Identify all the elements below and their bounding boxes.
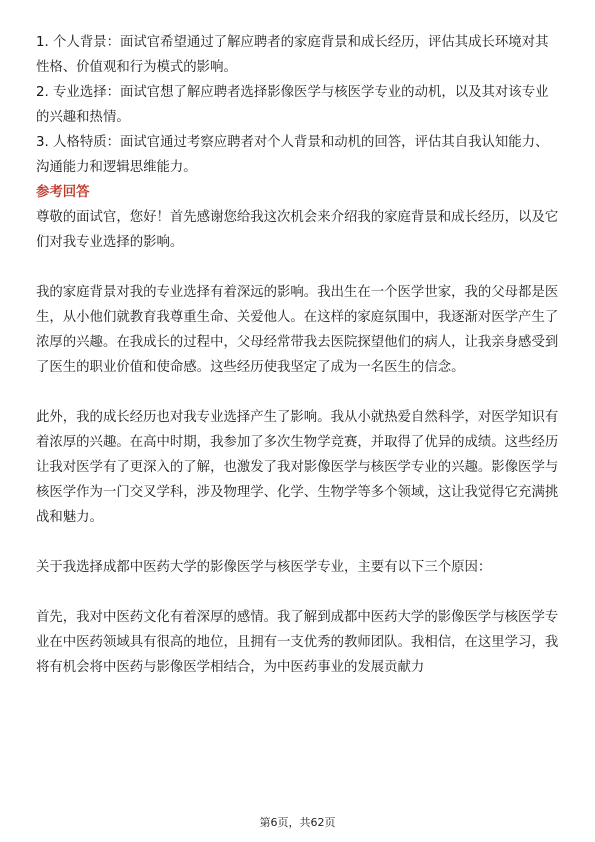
paragraph-first-reason: 首先，我对中医药文化有着深厚的感情。我了解到成都中医药大学的影像医学与核医学专业在中医药领域具有很高的地位，且拥有一支优秀的教师团队。我相信，在这里学习，我将有机会将中医药与影像医学相结合，为中医药事业的发展贡献力 — [36, 610, 559, 675]
list-item-personality: 3. 人格特质：面试官通过考察应聘者对个人背景和动机的回答，评估其自我认知能力、沟通能力和逻辑思维能力。 — [36, 135, 549, 175]
document-body — [36, 30, 560, 680]
page-number: 第6页，共62页 — [259, 816, 336, 829]
paragraph-gap — [36, 530, 560, 555]
list-item-personal-background: 1. 个人背景：面试官希望通过了解应聘者的家庭背景和成长经历，评估其成长环境对其性格、价值观和行为模式的影响。 — [36, 35, 549, 75]
paragraph-gap — [36, 380, 560, 405]
list-item-major-choice: 2. 专业选择：面试官想了解应聘者选择影像医学与核医学专业的动机，以及其对该专业的兴趣和热情。 — [36, 85, 549, 125]
paragraph-gap — [36, 255, 560, 280]
paragraph-reasons-intro: 关于我选择成都中医药大学的影像医学与核医学专业，主要有以下三个原因： — [36, 560, 492, 575]
paragraph-growth-experience: 此外，我的成长经历也对我专业选择产生了影响。我从小就热爱自然科学，对医学知识有着浓厚的兴趣。在高中时期，我参加了多次生物学竞赛，并取得了优异的成绩。这些经历让我对医学有了更深入的了解，也激发了我对影像医学与核医学专业的兴趣。影像医学与核医学作为一门交叉学科，涉及物理学、化学、生物学等多个领域，这让我觉得它充满挑战和魅力。 — [36, 410, 559, 525]
section-heading: 参考回答 — [36, 185, 90, 200]
paragraph-gap — [36, 580, 560, 605]
paragraph-greeting: 尊敬的面试官，您好！首先感谢您给我这次机会来介绍我的家庭背景和成长经历，以及它们对我专业选择的影响。 — [36, 210, 559, 250]
paragraph-family-background: 我的家庭背景对我的专业选择有着深远的影响。我出生在一个医学世家，我的父母都是医生，从小他们就教育我尊重生命、关爱他人。在这样的家庭氛围中，我逐渐对医学产生了浓厚的兴趣。在我成长的过程中，父母经常带我去医院探望他们的病人，让我亲身感受到了医生的职业价值和使命感。这些经历使我坚定了成为一名医生的信念。 — [36, 285, 559, 375]
